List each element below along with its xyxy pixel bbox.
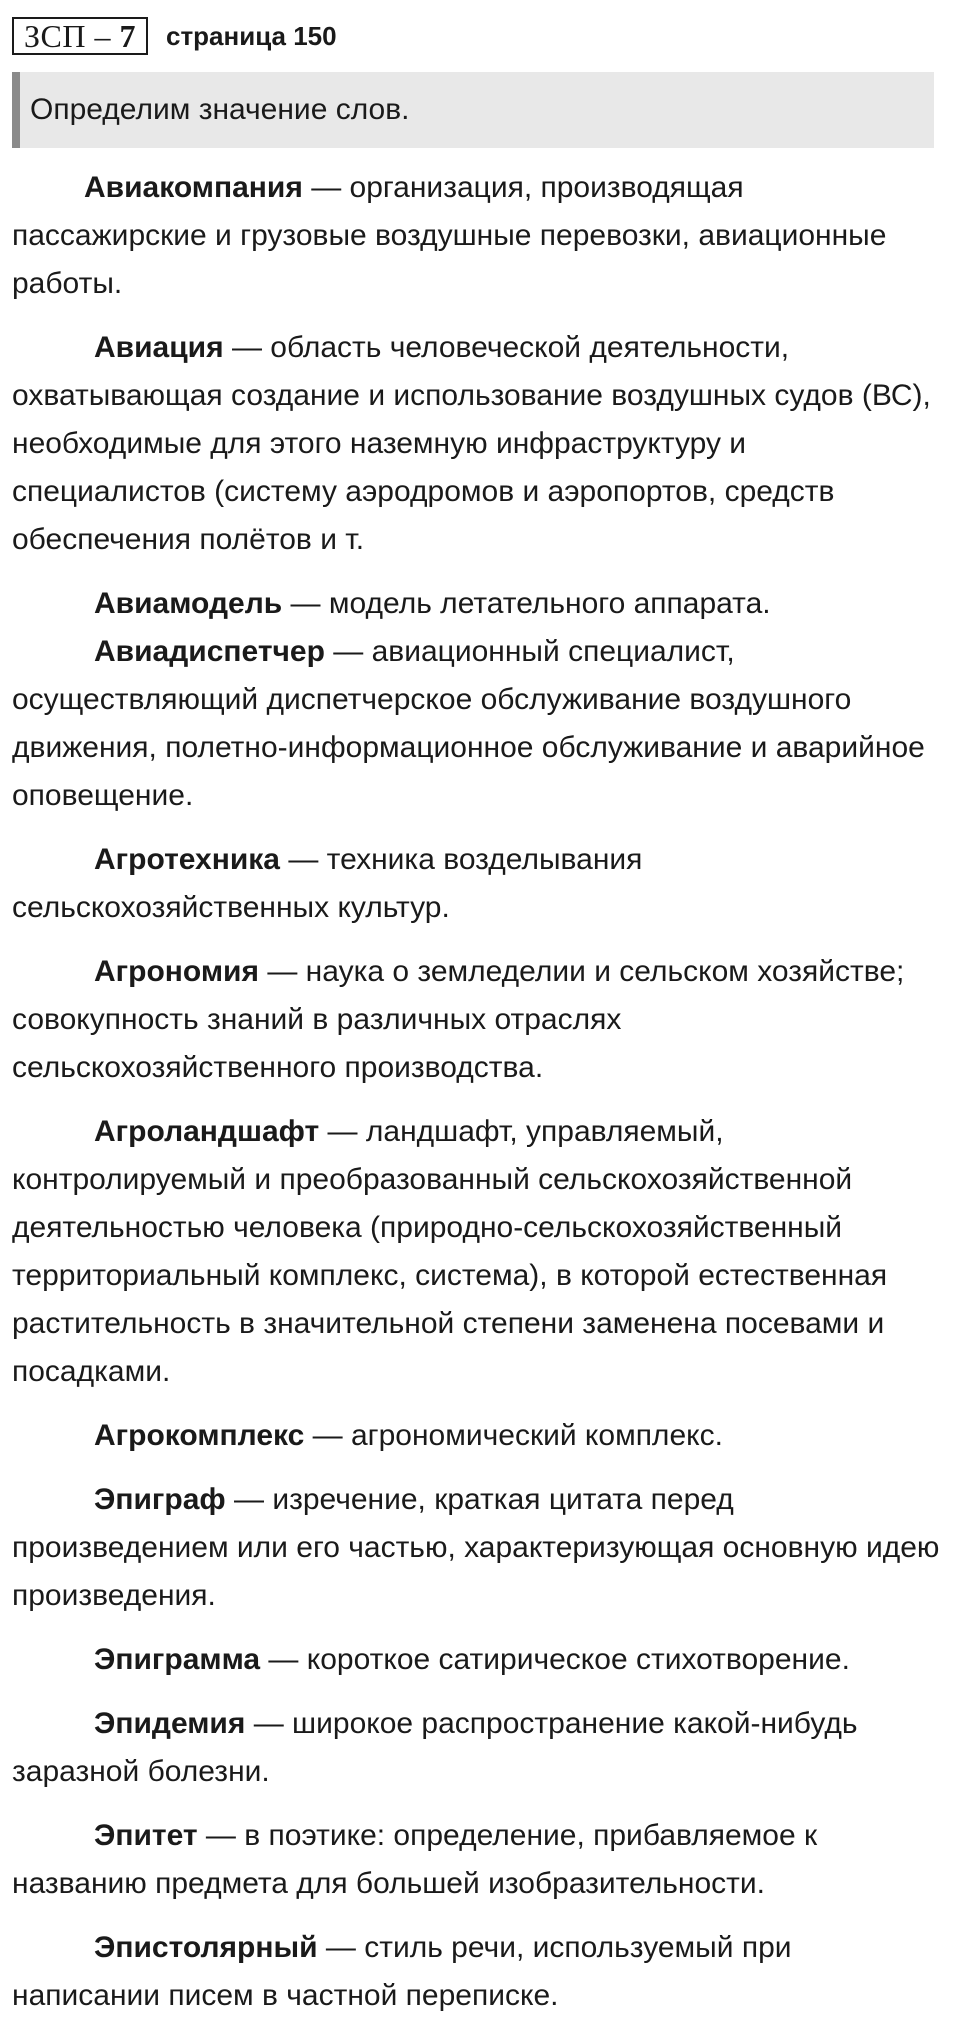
definition-entry bbox=[12, 1476, 942, 1620]
definition-text: — агрономический комплекс. bbox=[304, 1419, 723, 1452]
definition-term: Агроландшафт bbox=[94, 1115, 320, 1148]
definition-entry bbox=[12, 1108, 942, 1396]
definition-entry bbox=[12, 580, 942, 628]
instruction-banner bbox=[12, 72, 934, 148]
definition-entry bbox=[12, 1700, 942, 1796]
definition-text: — ландшафт, управляемый, контролируемый и преобразованный сельскохозяйственной деятельностью человека (природно-сельскохозяйственный территориальный комплекс, система), в которой естественная растительность в значительной степени заменена посевами и посадками. bbox=[12, 1115, 888, 1388]
definition-entry bbox=[12, 628, 942, 820]
definition-term: Эпиграмма bbox=[94, 1643, 261, 1676]
definition-entry bbox=[12, 1636, 942, 1684]
definition-text: — короткое сатирическое стихотворение. bbox=[260, 1643, 850, 1676]
definition-text: — в поэтике: определение, прибавляемое к названию предмета для большей изобразительности. bbox=[12, 1819, 818, 1900]
definition-entry bbox=[12, 164, 942, 308]
task-code-prefix: ЗСП – bbox=[24, 18, 120, 54]
definition-entry bbox=[12, 1412, 942, 1460]
definition-term: Агрономия bbox=[94, 955, 259, 988]
definition-term: Эпидемия bbox=[94, 1707, 246, 1740]
definition-text: — широкое распространение какой-нибудь заразной болезни. bbox=[12, 1707, 858, 1788]
definition-text: — модель летательного аппарата. bbox=[282, 587, 771, 620]
definition-text: — авиационный специалист, осуществляющий диспетчерское обслуживание воздушного движения, полетно-информационное обслуживание и аварийное оповещение. bbox=[12, 635, 925, 812]
definition-term: Эпиграф bbox=[94, 1483, 226, 1516]
definition-entry bbox=[12, 1924, 942, 2020]
definitions-list bbox=[12, 164, 942, 2020]
task-code-box bbox=[12, 17, 148, 55]
definition-text: — наука о земледелии и сельском хозяйстве; совокупность знаний в различных отраслях сельскохозяйственного производства. bbox=[12, 955, 905, 1084]
task-code-number: 7 bbox=[119, 18, 136, 54]
definition-term: Агрокомплекс bbox=[94, 1419, 305, 1452]
definition-entry bbox=[12, 948, 942, 1092]
definition-entry bbox=[12, 1812, 942, 1908]
definition-term: Авиакомпания bbox=[84, 171, 303, 204]
instruction-text: Определим значение слов. bbox=[30, 93, 410, 126]
definition-term: Эпистолярный bbox=[94, 1931, 318, 1964]
definition-term: Эпитет bbox=[94, 1819, 198, 1852]
definition-text: — стиль речи, используемый при написании писем в частной переписке. bbox=[12, 1931, 792, 2012]
definition-term: Агротехника bbox=[94, 843, 280, 876]
definition-text: — техника возделывания сельскохозяйственных культур. bbox=[12, 843, 643, 924]
definition-entry bbox=[12, 836, 942, 932]
page-label: страница 150 bbox=[165, 20, 337, 51]
definition-text: — организация, производящая пассажирские и грузовые воздушные перевозки, авиационные работы. bbox=[12, 171, 887, 300]
definition-term: Авиация bbox=[94, 331, 224, 364]
definition-term: Авиамодель bbox=[94, 587, 283, 620]
page-header bbox=[12, 0, 960, 56]
definition-text: — область человеческой деятельности, охватывающая создание и использование воздушных судов (ВС), необходимые для этого наземную инфраструктуру и специалистов (систему аэродромов и аэропортов, средств обеспечения полётов и т. bbox=[12, 331, 931, 556]
definition-term: Авиадиспетчер bbox=[94, 635, 325, 668]
definition-text: — изречение, краткая цитата перед произведением или его частью, характеризующая основную идею произведения. bbox=[12, 1483, 940, 1612]
definition-entry bbox=[12, 324, 942, 564]
